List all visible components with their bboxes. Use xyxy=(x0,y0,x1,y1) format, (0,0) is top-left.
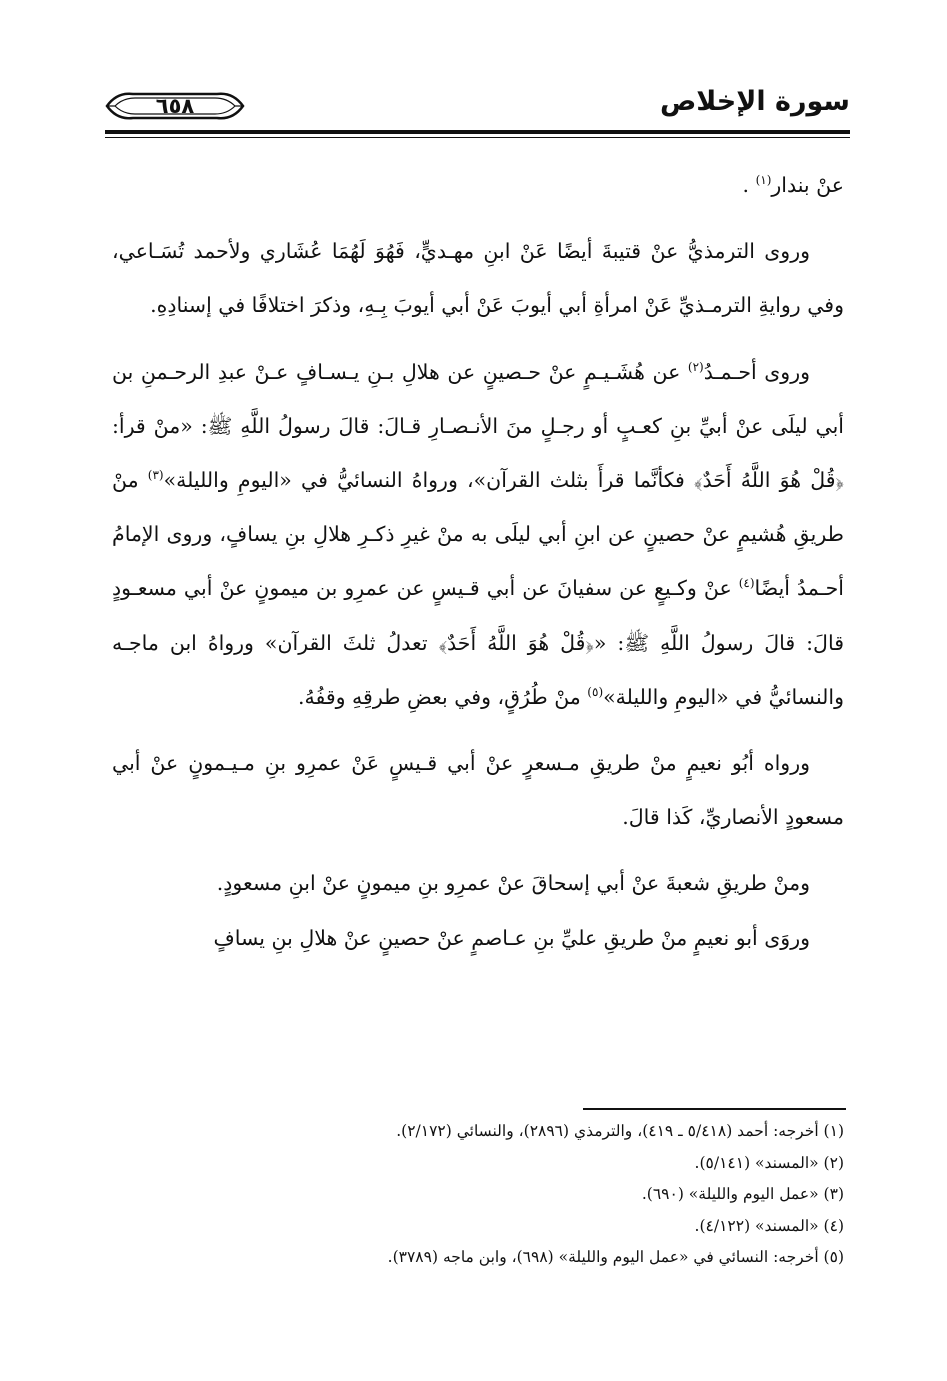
page-number-badge xyxy=(105,86,245,126)
footnote-ref-5: (٥) xyxy=(587,685,604,699)
header-rule xyxy=(105,130,850,134)
paragraph-3: وروى أحـمـدُ$^{(٢)}$ عن هُشَـيـمٍ عنْ حـصينٍ عن هلالِ بـنِ يـسـافٍ عـنْ عبدِ الرحـمنِ بن أبي ليلَى عنْ أبيِّ بنِ كعـبٍ أو رجـلٍ منَ الأنـصـارِ قـالَ: قالَ رسولُ اللَّهِ ﷺ: «منْ قرأ: ﴿قُلْ هُوَ اللَّهُ أَحَدٌ﴾ فكأنَّما قرأَ بثلث القرآن»، ورواهُ النسائيُّ في «اليومِ والليلة»$^{(٣)}$ منْ طريقِ هُشيمٍ عنْ حصينٍ عن ابنِ أبي ليلَى به منْ غيرِ ذكـرِ هلالِ بنِ يسافٍ، وروى الإمامُ أحـمدُ أيضًا$^{(٤)}$ عنْ وكـيعٍ عن سفيانَ عن أبي قـيسٍ عن عمرِو بن ميمونٍ عنْ أبي مسعـودٍ قالَ: قالَ رسولُ اللَّهِ ﷺ: «﴿قُلْ هُوَ اللَّهُ أَحَدٌ﴾ تعدلُ ثلثَ القرآن» ورواهُ ابن ماجـه والنسائيُّ في «اليومِ والليلة»$^{(٥)}$ منْ طُرُقٍ، وفي بعضِ طرقِهِ وقفُهُ. xyxy=(112,359,844,709)
footnote-ref-3: (٣) xyxy=(147,468,164,483)
paragraph-1: عنْ بندار$^{(١)}$ . xyxy=(742,173,844,197)
paragraph-5: ومنْ طريقِ شعبةَ عنْ أبي إسحاقَ عنْ عمرِو بنِ ميمونٍ عنْ ابنِ مسعودٍ. xyxy=(216,871,810,896)
paragraph-6: وروَى أبو نعيمٍ منْ طريقِ عليِّ بنِ عـاصمٍ عنْ حصينٍ عنْ هلالِ بنِ يسافٍ xyxy=(213,925,810,950)
footnote-ref-2: (٢) xyxy=(687,359,704,374)
footnote-2: (٢) «المسند» (٥/١٤١). xyxy=(694,1153,844,1172)
footnote-ref-4: (٤) xyxy=(738,576,755,591)
footnote-3: (٣) «عمل اليوم والليلة» (٦٩٠). xyxy=(641,1185,844,1203)
paragraph-2: وروى الترمذيُّ عنْ قتيبةَ أيضًا عَنْ ابنِ مهـديٍّ، فَهُوَ لَهُمَا عُشَاري ولأحمد تُسَـاعي، وفي روايةِ الترمـذيِّ عَنْ امرأةِ أبي أيوبَ عَنْ أبي أيوبَ بِـهِ، وذكرَ اختلافًا في إسنادِهِ. xyxy=(112,239,844,318)
footnote-5: (٥) أخرجه: النسائي في «عمل اليوم والليلة» (٦٩٨)، وابن ماجه (٣٧٨٩). xyxy=(387,1248,844,1266)
page-header xyxy=(105,80,850,134)
footnote-separator xyxy=(583,1108,846,1110)
page-number: ٦٥٨ xyxy=(155,94,195,118)
main-text xyxy=(112,158,844,965)
footnotes xyxy=(112,1116,844,1274)
paragraph-4: ورواه أبُو نعيمٍ منْ طريقِ مـسعرٍ عنْ أبي قـيسٍ عَنْ عمرِو بنِ مـيـمونٍ عنْ أبي مسعودٍ الأنصاريِّ، كَذا قالَ. xyxy=(112,751,844,830)
footnote-ref-1: (١) xyxy=(755,173,772,188)
footnote-4: (٤) «المسند» (٤/١٢٢). xyxy=(694,1216,844,1235)
footnote-1: (١) أخرجه: أحمد (٥/٤١٨ ـ ٤١٩)، والترمذي (٢٨٩٦)، والنسائي (٢/١٧٢). xyxy=(396,1122,844,1140)
surah-title: سورة الإخلاص xyxy=(659,86,850,117)
header-rule-thin xyxy=(105,137,850,138)
